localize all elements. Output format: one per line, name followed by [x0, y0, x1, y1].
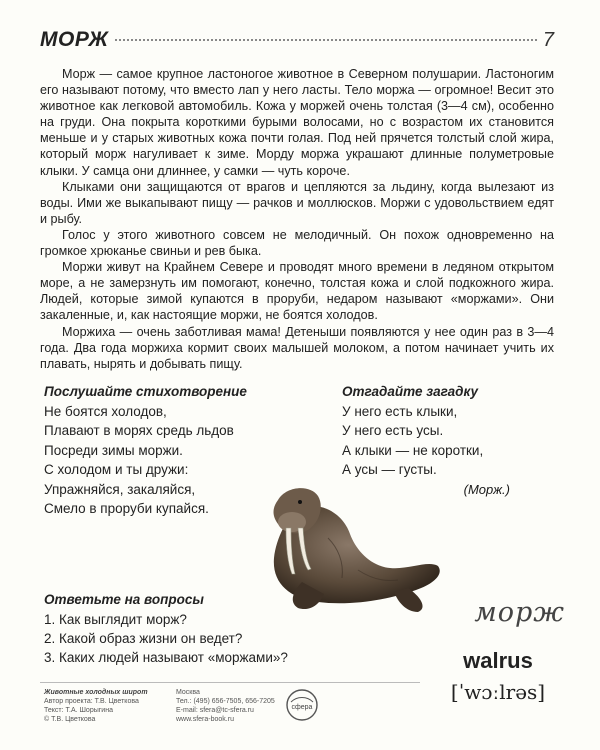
paragraph-2: Клыками они защищаются от врагов и цепляются за льдину, когда вылезают из воды. Ими же выкапывают пищу — рачков и моллюсков. Моржи с удовольствием едят и рыбу. [40, 179, 554, 226]
poem-line: С холодом и ты дружи: [44, 462, 189, 478]
poem-line: Упражняйся, закаляйся, [44, 481, 196, 497]
transcription: [ˈwɔːlrəs] [450, 680, 546, 704]
question-item: 1. Как выглядит морж? [44, 612, 187, 627]
english-word: walrus [463, 648, 533, 673]
paragraph-4: Моржи живут на Крайнем Севере и проводят много времени в ледяном открытом море, а не замерзнуть им помогают, конечно, толстая кожа и слой подкожного жира. Людей, которые зимой купаются в проруби, недаром называют «моржами». Они закаленные, и, как настоящие моржи, не боятся холодов. [40, 260, 554, 323]
page-number: 7 [542, 29, 554, 51]
question-item: 3. Каких людей называют «моржами»? [44, 650, 288, 665]
footer-contacts [176, 688, 275, 724]
svg-text:сфера: сфера [291, 704, 313, 711]
question-item: 2. Какой образ жизни он ведет? [44, 631, 243, 646]
footer-credits [44, 688, 148, 724]
riddle-line: У него есть усы. [342, 423, 444, 439]
poem-line: Посреди зимы моржи. [44, 442, 183, 458]
footer-series: Животные холодных широт [44, 689, 148, 696]
riddle-line: А клыки — не коротки, [342, 442, 484, 458]
footer-author: Автор проекта: Т.В. Цветкова [44, 698, 139, 705]
riddle-line: У него есть клыки, [342, 404, 458, 419]
publisher-logo [285, 688, 319, 722]
paragraph-3: Голос у этого животного совсем не мелодичный. Он похож одновременно на громкое хрюканье свиньи и рев быка. [40, 227, 554, 259]
riddle-line: А усы — густы. [342, 462, 437, 478]
questions-section [44, 592, 364, 667]
footer-website: www.sfera-book.ru [176, 716, 234, 723]
header-dotted-leader [115, 39, 537, 41]
poem-title: Послушайте стихотворение [44, 384, 247, 399]
paragraph-1: Морж — самое крупное ластоногое животное в Северном полушарии. Ластоногим его называют потому, что вместо лап у него ласты. Тело моржа — огромное! Весит это животное как легковой автомобиль. Кожа у моржей очень толстая (3—4 см), особенно на груди. Она покрыта короткими бурыми волосами, но с возрастом их становится меньше и у старых животных кожа почти голая. Под ней прячется толстый слой жира, который морж нагуливает к зиме. Морду моржа украшают длинные полуметровые клыки. У самца они длиннее, у самки — чуть короче. [40, 67, 554, 178]
poem-line: Смело в проруби купайся. [44, 501, 209, 517]
footer-email: E-mail: sfera@tc-sfera.ru [176, 707, 254, 714]
poem-line: Не боятся холодов, [44, 404, 167, 419]
footer-text-author: Текст: Т.А. Шорыгина [44, 707, 113, 714]
footer-phone: Тел.: (495) 656-7505, 656-7205 [176, 698, 275, 705]
poem-line: Плавают в морях средь льдов [44, 423, 234, 439]
footer-copyright: © Т.В. Цветкова [44, 716, 96, 723]
questions-title: Ответьте на вопросы [44, 592, 204, 607]
riddle-answer: (Морж.) [463, 481, 510, 497]
russian-word-script: морж [474, 597, 565, 628]
footer-divider [40, 682, 420, 683]
riddle-title: Отгадайте загадку [342, 384, 479, 399]
page-header [40, 28, 554, 56]
paragraph-5: Моржиха — очень заботливая мама! Детеныши появляются у нее один раз в 3—4 года. Два года моржиха кормит своих малышей молоком, а потом начинает учить их плавать, нырять и добывать пищу. [40, 324, 554, 371]
page-title: МОРЖ [40, 28, 109, 51]
article-body [40, 66, 554, 372]
footer-city: Москва [176, 689, 200, 696]
